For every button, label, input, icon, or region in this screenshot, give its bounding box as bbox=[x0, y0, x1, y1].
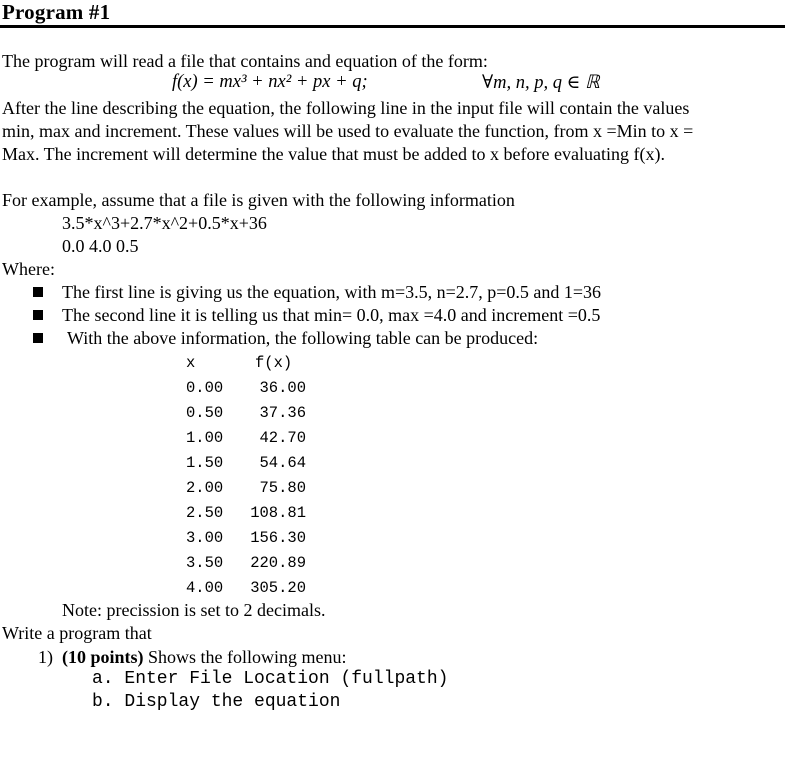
precision-note: Note: precission is set to 2 decimals. bbox=[62, 600, 326, 620]
task-1-text: Shows the following menu: bbox=[143, 647, 347, 667]
title-rule bbox=[0, 25, 785, 28]
equation-lhs: f(x) = bbox=[172, 72, 220, 92]
table-cell-x: 0.00 bbox=[186, 379, 224, 397]
table-cell-x: 4.00 bbox=[186, 579, 224, 597]
task-1 bbox=[38, 646, 347, 669]
bullet-marker bbox=[33, 287, 43, 297]
table-cell-x: 1.50 bbox=[186, 454, 224, 472]
table-header-x: x bbox=[186, 354, 196, 372]
table-cell-x: 1.00 bbox=[186, 429, 224, 447]
bullet-marker bbox=[33, 333, 43, 343]
desc-line-1: After the line describing the equation, the following line in the input file will contain the values bbox=[2, 98, 690, 118]
table-cell-fx: 220.89 bbox=[250, 554, 306, 572]
table-cell-fx: 156.30 bbox=[250, 529, 306, 547]
equation-quantifier: ∀m, n, p, q ∈ ℝ bbox=[482, 73, 600, 93]
task-1-points: (10 points) bbox=[62, 647, 144, 667]
page-title: Program #1 bbox=[2, 0, 111, 24]
bullet-marker bbox=[33, 310, 43, 320]
table-cell-x: 3.00 bbox=[186, 529, 224, 547]
menu-item-enter-file: a. Enter File Location (fullpath) bbox=[92, 669, 449, 689]
where-label: Where: bbox=[2, 259, 55, 279]
equation-rhs: mx³ + nx² + px + q; bbox=[219, 72, 368, 92]
table-cell-fx: 305.20 bbox=[250, 579, 306, 597]
example-line-range: 0.0 4.0 0.5 bbox=[62, 236, 139, 256]
bullet-1: The first line is giving us the equation, with m=3.5, n=2.7, p=0.5 and 1=36 bbox=[62, 282, 602, 302]
example-intro: For example, assume that a file is given with the following information bbox=[2, 190, 515, 210]
equation bbox=[172, 72, 368, 93]
table-header-fx: f(x) bbox=[255, 354, 293, 372]
table-cell-x: 3.50 bbox=[186, 554, 224, 572]
example-line-equation: 3.5*x^3+2.7*x^2+0.5*x+36 bbox=[62, 213, 267, 233]
table-cell-fx: 54.64 bbox=[259, 454, 306, 472]
task-1-number: 1) bbox=[38, 647, 53, 667]
intro-text: The program will read a file that contains and equation of the form: bbox=[2, 51, 488, 71]
write-program-text: Write a program that bbox=[2, 623, 152, 643]
table-cell-fx: 37.36 bbox=[259, 404, 306, 422]
table-cell-fx: 36.00 bbox=[259, 379, 306, 397]
desc-line-2: min, max and increment. These values will be used to evaluate the function, from x =Min to x = bbox=[2, 121, 694, 141]
table-cell-x: 0.50 bbox=[186, 404, 224, 422]
bullet-2: The second line it is telling us that min= 0.0, max =4.0 and increment =0.5 bbox=[62, 305, 601, 325]
table-cell-fx: 75.80 bbox=[259, 479, 306, 497]
table-cell-x: 2.50 bbox=[186, 504, 224, 522]
desc-line-3: Max. The increment will determine the value that must be added to x before evaluating f(x). bbox=[2, 144, 665, 164]
table-cell-fx: 108.81 bbox=[250, 504, 306, 522]
bullet-3: With the above information, the following table can be produced: bbox=[67, 328, 539, 348]
table-cell-fx: 42.70 bbox=[259, 429, 306, 447]
table-cell-x: 2.00 bbox=[186, 479, 224, 497]
menu-item-display-equation: b. Display the equation bbox=[92, 692, 341, 712]
